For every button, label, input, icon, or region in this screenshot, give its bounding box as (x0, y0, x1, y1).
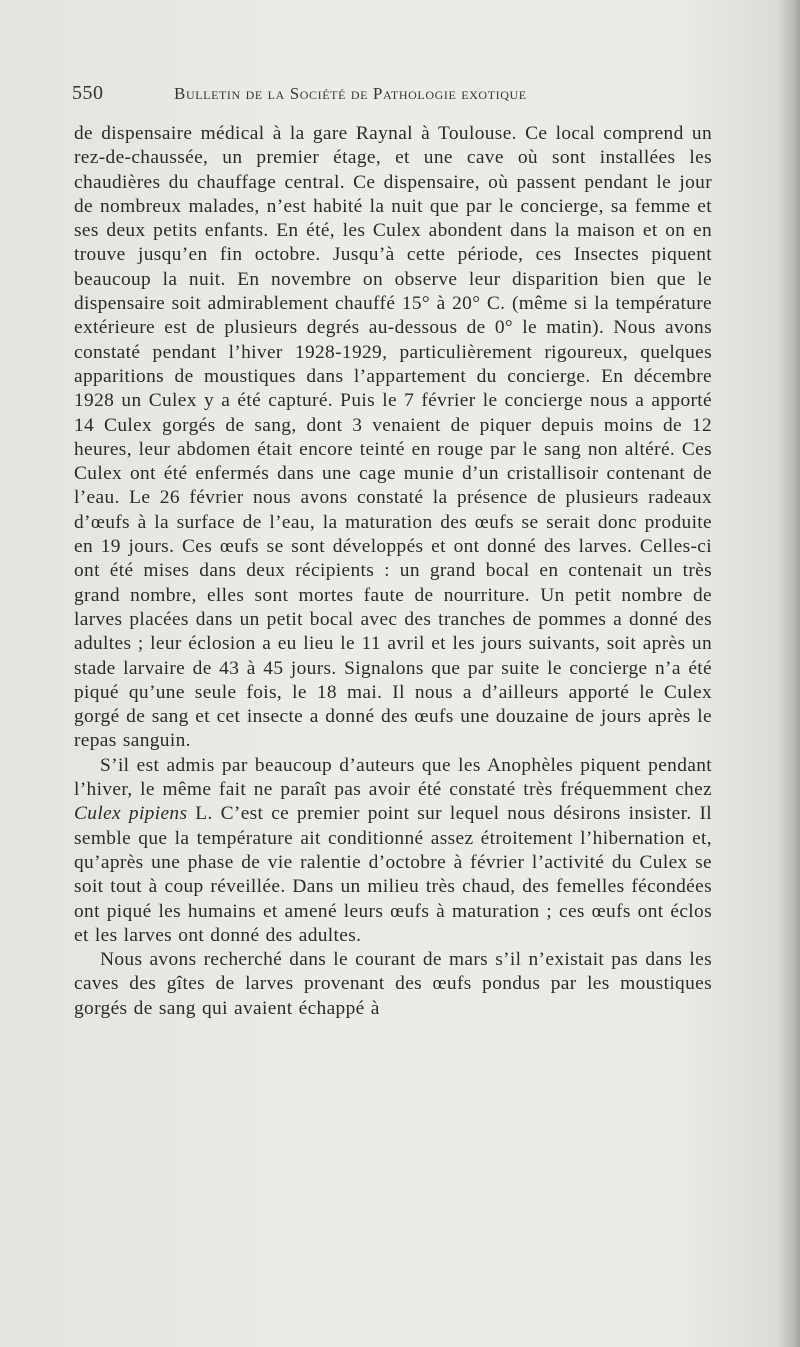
paragraph-2-text-start: S’il est admis par beaucoup d’auteurs que les Anophèles piquent pendant l’hiver, le même fait ne paraît pas avoir été constaté très fréquemment chez (74, 754, 712, 801)
page-edge-shadow (778, 0, 800, 1347)
paragraph-1 (74, 122, 712, 754)
species-name: Culex pipiens (74, 803, 188, 825)
paragraph-3 (74, 948, 712, 1021)
page-number: 550 (72, 82, 104, 104)
paragraph-1-text: de dispensaire médical à la gare Raynal à Toulouse. Ce local comprend un rez-de-chaussée, un premier étage, et une cave où sont installées les chaudières du chauffage central. Ce dispensaire, où passent pendant le jour de nombreux malades, n’est habité la nuit que par le concierge, sa femme et ses deux petits enfants. En été, les Culex abondent dans la maison et on en trouve jusqu’en fin octobre. Jusqu’à cette période, ces Insectes piquent beaucoup la nuit. En novembre on observe leur disparition bien que le dispensaire soit admirablement chauffé 15° à 20° C. (même si la température extérieure est de plusieurs degrés au-dessous de 0° le matin). Nous avons constaté pendant l’hiver 1928-1929, particulièrement rigoureux, quelques apparitions de moustiques dans l’appartement du concierge. En décembre 1928 un Culex y a été capturé. Puis le 7 février le concierge nous a apporté 14 Culex gorgés de sang, dont 3 venaient de piquer depuis moins de 12 heures, leur abdomen était encore teinté en rouge par le sang non altéré. Ces Culex ont été enfermés dans une cage munie d’un cristallisoir contenant de l’eau. Le 26 février nous avons constaté la présence de plusieurs radeaux d’œufs à la surface de l’eau, la maturation des œufs se serait donc produite en 19 jours. Ces œufs se sont développés et ont donné des larves. Celles-ci ont été mises dans deux récipients : un grand bocal en contenait un très grand nombre, elles sont mortes faute de nourriture. Un petit nombre de larves placées dans un petit bocal avec des tranches de pommes a donné des adultes ; leur éclosion a eu lieu le 11 avril et les jours suivants, soit après un stade larvaire de 43 à 45 jours. Signalons que par suite le concierge n’a été piqué qu’une seule fois, le 18 mai. Il nous a d’ailleurs apporté le Culex gorgé de sang et cet insecte a donné des œufs une douzaine de jours après le repas sanguin. (74, 123, 712, 752)
journal-title: Bulletin de la Société de Pathologie exotique (174, 84, 527, 103)
running-head (72, 82, 722, 106)
paragraph-2 (74, 754, 712, 948)
paragraph-3-text: Nous avons recherché dans le courant de mars s’il n’existait pas dans les caves des gîtes de larves provenant des œufs pondus par les moustiques gorgés de sang qui avaient échappé à (74, 949, 712, 1019)
paragraph-2-text-end: L. C’est ce premier point sur lequel nous désirons insister. Il semble que la température ait conditionné assez étroitement l’hibernation et, qu’après une phase de vie ralentie d’octobre à février l’activité du Culex se soit tout à coup réveillée. Dans un milieu très chaud, des femelles fécondées ont piqué les humains et amené leurs œufs à maturation ; ces œufs ont éclos et les larves ont donné des adultes. (74, 803, 713, 946)
body-text (74, 122, 712, 1021)
